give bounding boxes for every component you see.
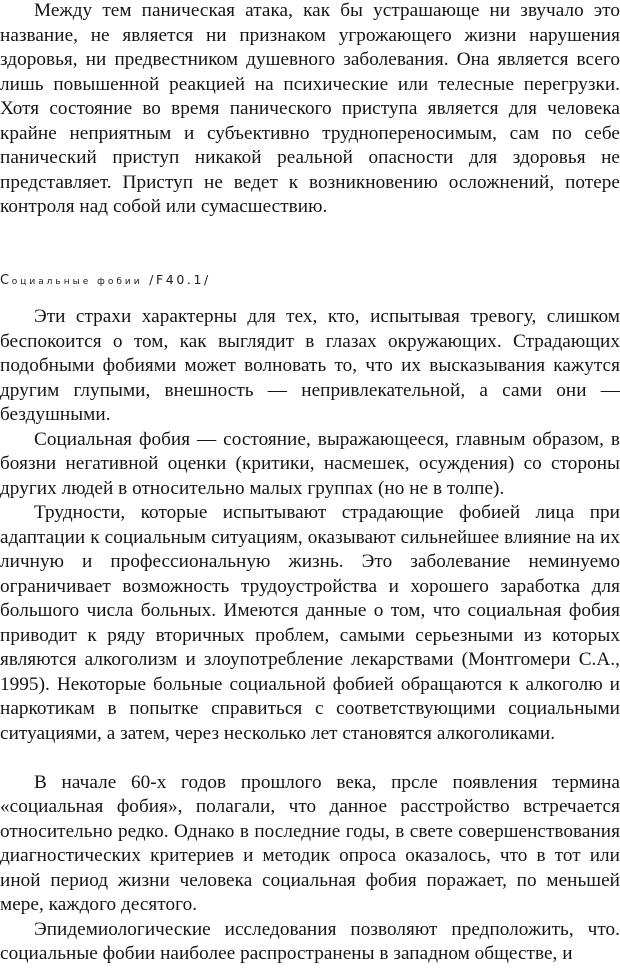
- section-heading: [0, 272, 211, 288]
- paragraph-social-fears: Эти страхи характерны для тех, кто, испытывая тревогу, слишком беспокоится о том, как выглядит в глазах окружающих. Страдающих подобными фобиями может волновать то, что их высказывания кажутся другим глупыми, внешность — непривлекательной, а сами они — бездушными.: [0, 306, 620, 425]
- section-heading-title: оциальные фобии: [11, 277, 143, 287]
- paragraph-history-of-term: В начале 60-х годов прошлого века, прсле появления термина «социальная фобия», полагали, что данное расстройство встречается относительно редко. Однако в последние годы, в свете совершенствования диагностических критериев и методик опроса оказалось, что в тот или иной период жизни человека социальная фобия поражает, по меньшей мере, каждого десятого.: [0, 771, 620, 915]
- paragraph-social-phobia-definition: Социальная фобия — состояние, выражающееся, главным образом, в боязни негативной оценки (критики, насмешек, осуждения) со стороны других людей в относительно малых группах (но не в толпе).: [0, 428, 620, 499]
- paragraph-panic-attack-intro: Между тем паническая атака, как бы устрашающе ни звучало это название, не является ни признаком угрожающего жизни нарушения здоровья, ни предвестником душевного заболевания. Она является всего лишь повышенной реакцией на психические или телесные перегрузки. Хотя состояние во время панического приступа является для человека крайне неприятным и субъективно труднопереносимым, сам по себе панический приступ никакой реальной опасности для здоровья не представляет. Приступ не ведет к возникновению осложнений, потере контроля над собой или сумасшествию.: [0, 0, 620, 217]
- section-heading-initial: С: [0, 273, 12, 288]
- section-heading-code: /F40.1/: [142, 272, 211, 287]
- paragraph-adaptation-difficulties: Трудности, которые испытывают страдающие фобией лица при адаптации к социальным ситуациям, оказывают сильнейшее влияние на их личную и профессиональную жизнь. Это заболевание неминуемо ограничивает возможность трудоустройства и хорошего заработка для большого числа больных. Имеются данные о том, что социальная фобия приводит к ряду вторичных проблем, самыми серьезными из которых являются алкоголизм и злоупотребление лекарствами (Монтгомери С.А., 1995). Некоторые больные социальной фобией обращаются к алкоголю и наркотикам в попытке справиться с соответствующими социальными ситуациями, а затем, через несколько лет становятся алкоголиками.: [0, 502, 620, 744]
- paragraph-epidemiology: Эпидемиологические исследования позволяют предположить, что. социальные фобии наиболее распространены в западном обществе, и: [0, 918, 620, 964]
